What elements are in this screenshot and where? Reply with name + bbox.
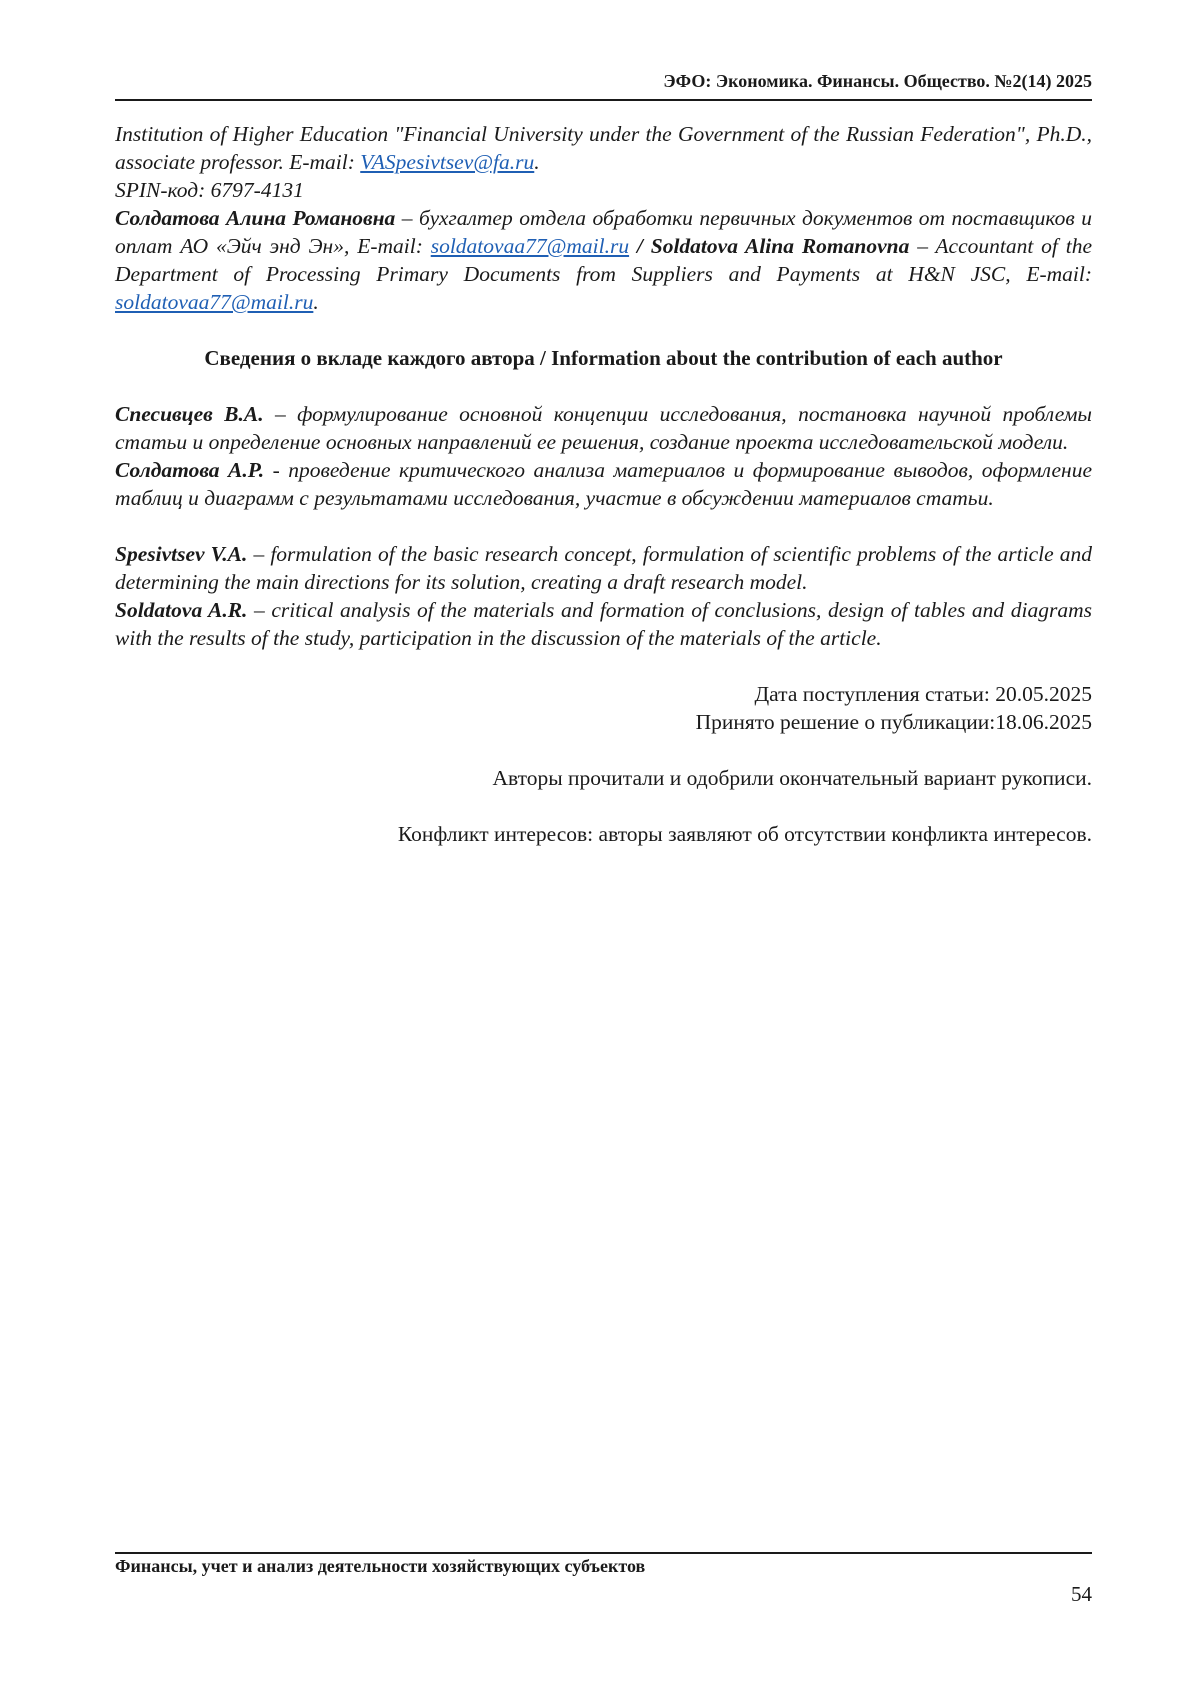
spacer (115, 652, 1092, 680)
spacer (115, 792, 1092, 820)
page-number: 54 (1071, 1582, 1092, 1606)
article-body (115, 120, 1092, 848)
author2-desc-en: – Accountant of the Department of Processing Primary Documents from Suppliers and Payments at H&N JSC, E-mail: (115, 234, 1092, 286)
author2-email-en-link[interactable]: soldatovaa77@mail.ru (115, 290, 314, 314)
contribution-text: – critical analysis of the materials and formation of conclusions, design of tables and diagrams with the results of the study, participation in the discussion of the materials of the article. (115, 598, 1092, 650)
contribution-text: – формулирование основной концепции исследования, постановка научной проблемы статьи и определение основных направлений ее решения, создание проекта исследовательской модели. (115, 402, 1092, 454)
author1-email-link[interactable]: VASpesivtsev@fa.ru (360, 150, 535, 174)
contribution-text: – formulation of the basic research concept, formulation of scientific problems of the article and determining the main directions for its solution, creating a draft research model. (115, 542, 1093, 594)
footer-rule (115, 1552, 1092, 1554)
received-date: Дата поступления статьи: 20.05.2025 (754, 682, 1092, 706)
contribution-ru-2 (115, 456, 1092, 512)
author2-name-en: Soldatova Alina Romanovna (650, 234, 910, 258)
page (115, 0, 1092, 1698)
author2-desc-ru: – бухгалтер отдела обработки первичных документов от поставщиков и оплат АО «Эйч энд Эн», E-mail: (115, 206, 1093, 258)
contributor-name: Soldatova A.R. (115, 598, 248, 622)
contribution-en-1 (115, 540, 1092, 596)
author1-email-period: . (534, 150, 540, 174)
author2-info (115, 204, 1092, 316)
contributor-name: Spesivtsev V.A. (115, 542, 248, 566)
journal-header: ЭФО: Экономика. Финансы. Общество. №2(14) 2025 (663, 71, 1092, 91)
approval-statement: Авторы прочитали и одобрили окончательный вариант рукописи. (492, 766, 1092, 790)
spacer (115, 736, 1092, 764)
contribution-text: - проведение критического анализа материалов и формирование выводов, оформление таблиц и диаграмм с результатами исследования, участие в обсуждении материалов статьи. (115, 458, 1092, 510)
contribution-ru-1 (115, 400, 1092, 456)
author2-email-period: . (313, 290, 319, 314)
contributor-name: Спесивцев В.А. (115, 402, 264, 426)
contributor-name: Солдатова А.Р. (115, 458, 265, 482)
conflict-statement: Конфликт интересов: авторы заявляют об отсутствии конфликта интересов. (397, 822, 1092, 846)
spacer (115, 512, 1092, 540)
author1-spin: SPIN-код: 6797-4131 (115, 178, 304, 202)
contribution-en-2 (115, 596, 1092, 652)
author1-affiliation-text: Institution of Higher Education "Financial University under the Government of the Russian Federation", Ph.D., associate professor. E-mail: (115, 122, 1092, 174)
spacer (115, 316, 1092, 344)
author2-name-ru: Солдатова Алина Романовна (115, 206, 396, 230)
spacer (115, 372, 1092, 400)
author2-email-ru-link[interactable]: soldatovaa77@mail.ru (430, 234, 630, 258)
accepted-date: Принято решение о публикации:18.06.2025 (695, 710, 1092, 734)
footer-section: Финансы, учет и анализ деятельности хозяйствующих субъектов (115, 1556, 646, 1576)
contribution-heading: Сведения о вкладе каждого автора / Information about the contribution of each author (204, 346, 1003, 370)
header-rule (115, 99, 1092, 101)
author1-affiliation (115, 120, 1092, 176)
author2-separator: / (629, 234, 651, 258)
